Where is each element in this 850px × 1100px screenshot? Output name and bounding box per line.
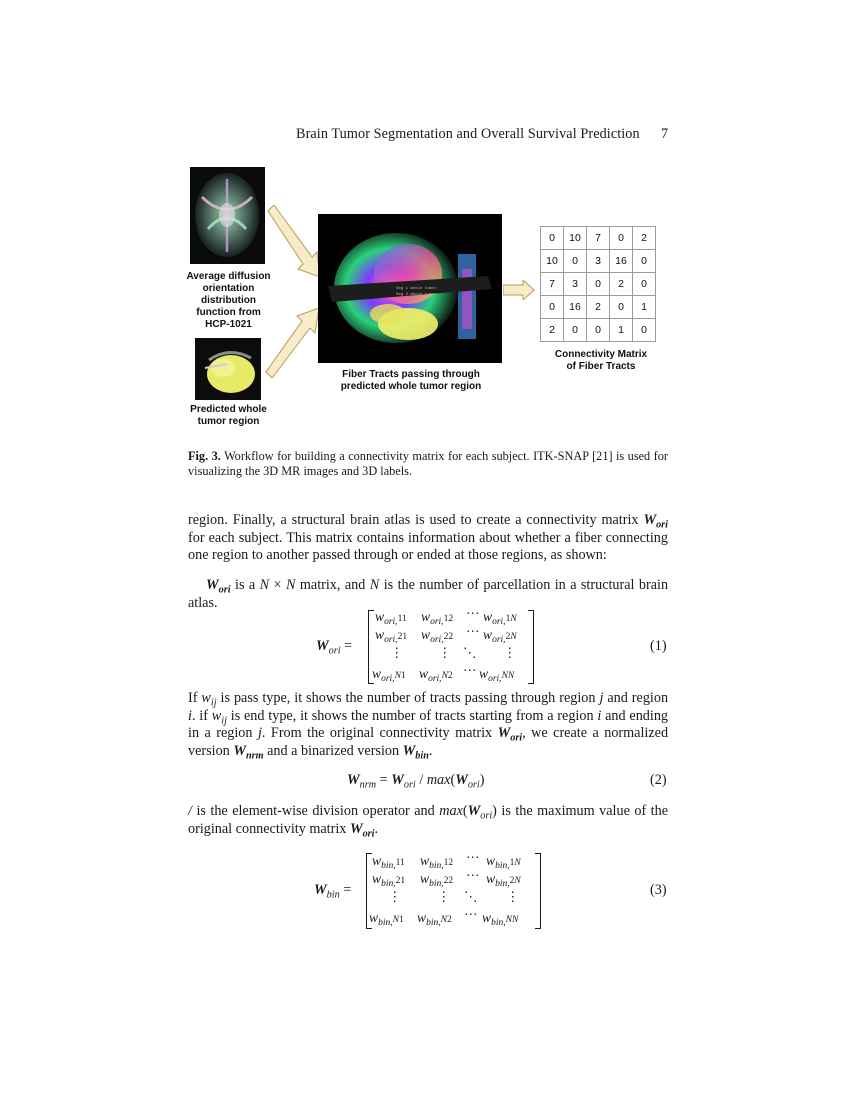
matrix-cell: 0 — [541, 296, 564, 319]
matrix-row — [541, 250, 656, 273]
matrix-cell: 16 — [610, 250, 633, 273]
odf-image — [190, 167, 265, 264]
matrix-cell: 0 — [610, 227, 633, 250]
matrix-cell: 2 — [587, 296, 610, 319]
eq1-lhs: $W_{ori}$ = — [316, 638, 353, 657]
equation-3: $W_{bin}$ = $w_{bin,}11$ $w_{bin,}12$ ··· $w_{bin,}1N$ $w_{bin,}21$ $w_{bin,}22$ ··· $w_{bin,}2N$ ⋮ ⋮ ⋱ ⋮ $w_{bin,}N1$ $w_{bin,}N2$ ··· $w_{bin,}NN$ — [0, 0, 850, 1100]
caption-text: Workflow for building a connectivity matrix for each subject. ITK-SNAP [21] is used for visualizing the 3D MR images and 3D labels. — [188, 449, 668, 478]
matrix-cell: 2 — [541, 319, 564, 342]
matrix-row — [541, 227, 656, 250]
matrix-cell: 0 — [633, 250, 656, 273]
math-W-ori: $W_{ori}$ — [643, 512, 668, 531]
arrow-up-right-icon — [262, 306, 324, 378]
equation-1: $W_{ori}$ = $w_{ori,}11$ $w_{ori,}12$ ··· $w_{ori,}1N$ $w_{ori,}21$ $w_{ori,}22$ ··· $w_{ori,}2N$ ⋮ ⋮ ⋱ ⋮ $w_{ori,}N1$ $w_{ori,}N2$ ··· $w_{ori,}NN$ — [0, 0, 850, 1100]
matrix-cell: 10 — [541, 250, 564, 273]
arrow-down-right-icon — [264, 205, 324, 280]
matrix-cell: 0 — [564, 250, 587, 273]
matrix-cell: 1 — [610, 319, 633, 342]
eq3-number: (3) — [650, 882, 667, 898]
matrix-cell: 0 — [564, 319, 587, 342]
math-NxN: N — [259, 577, 270, 593]
svg-text:Seg 1 whole tumor: Seg 1 whole tumor — [396, 287, 437, 291]
matrix-cell: 0 — [633, 273, 656, 296]
equation-2: $W_{nrm} = W_{ori} / \max(W_{ori})$ — [347, 772, 485, 791]
connectivity-matrix-table — [540, 226, 656, 342]
running-title: Brain Tumor Segmentation and Overall Survival Prediction — [296, 126, 640, 142]
matrix-cell: 3 — [564, 273, 587, 296]
matrix-cell: 0 — [610, 296, 633, 319]
paragraph-3: If $w_{ij}$ is pass type, it shows the number of tracts passing through region j and region i. if $w_{ij}$ is end type, it shows the number of tracts starting from a region i and ending in a region j. From the original connectivity matrix $W_{ori}$, we create a normalized version $W_{nrm}$ and a binarized version $W_{bin}$. — [188, 690, 669, 762]
paragraph-1: region. Finally, a structural brain atlas is used to create a connectivity matrix $W_{ori}$ for each subject. This matrix contains information about whether a fiber connecting one region to another passed through or ended at those regions, as shown: — [188, 512, 668, 564]
matrix-row — [541, 296, 656, 319]
matrix-cell: 7 — [541, 273, 564, 296]
matrix-cell: 0 — [633, 319, 656, 342]
matrix-row — [541, 319, 656, 342]
fiber-tracts-image — [318, 214, 502, 363]
matrix-cell: 16 — [564, 296, 587, 319]
page-number: 7 — [661, 126, 669, 142]
matrix-cell: 1 — [633, 296, 656, 319]
odf-label: Average diffusion orientation distribution function from HCP-1021 — [186, 271, 271, 330]
fiber-tracts-label: Fiber Tracts passing through predicted whole tumor region — [340, 369, 482, 392]
paragraph-2: $W_{ori}$ is a N × N matrix, and N is the number of parcellation in a structural brain atlas. — [188, 577, 669, 611]
matrix-cell: 0 — [541, 227, 564, 250]
math-N: N — [369, 577, 380, 593]
matrix-label: Connectivity Matrix of Fiber Tracts — [554, 349, 648, 372]
math-W-ori: $W_{ori}$ — [206, 577, 231, 596]
matrix-row — [541, 273, 656, 296]
matrix-cell: 2 — [633, 227, 656, 250]
paragraph-4: / is the element-wise division operator and $\max(W_{ori})$ is the maximum value of the original connectivity matrix $W_{ori}$. — [188, 803, 669, 839]
arrow-right-icon — [503, 280, 535, 300]
matrix-cell: 3 — [587, 250, 610, 273]
matrix-cell: 2 — [610, 273, 633, 296]
caption-label: Fig. 3. — [188, 449, 221, 463]
svg-text:Seg 2 whole tumor: Seg 2 whole tumor — [396, 293, 437, 297]
tumor-image — [195, 338, 261, 400]
eq2-number: (2) — [650, 772, 667, 788]
matrix-cell: 7 — [587, 227, 610, 250]
figure-3 — [0, 0, 850, 440]
matrix-cell: 10 — [564, 227, 587, 250]
eq1-number: (1) — [650, 638, 667, 654]
matrix-cell: 0 — [587, 319, 610, 342]
figure-caption — [188, 449, 668, 479]
tumor-label: Predicted whole tumor region — [190, 404, 267, 427]
matrix-cell: 0 — [587, 273, 610, 296]
